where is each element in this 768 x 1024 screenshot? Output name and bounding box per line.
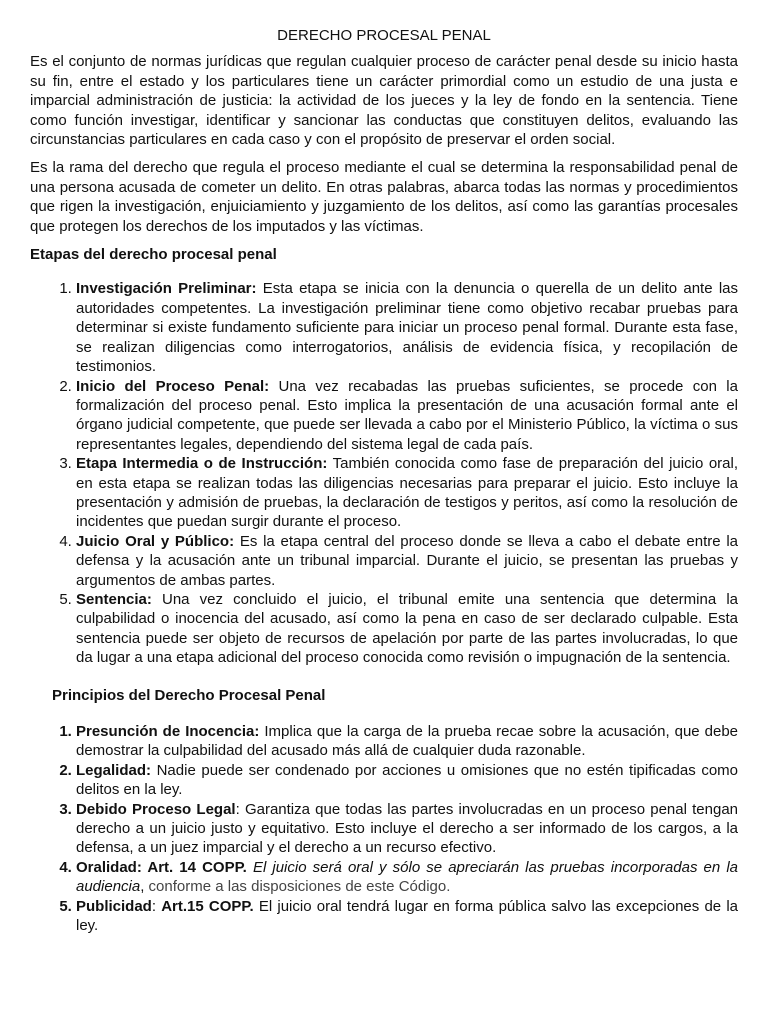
stage-term: Investigación Preliminar: (76, 280, 257, 298)
list-item (76, 761, 738, 800)
principle-article: Art.15 COPP. (161, 897, 254, 915)
principle-term: Oralidad: Art. 14 COPP. (76, 858, 247, 876)
stage-text: Una vez concluido el juicio, el tribunal emite una sentencia que determina la culpabilidad o inocencia del acusado, así como la pena en caso de ser declarado culpable. Esta sentencia puede ser objeto de recursos de apelación por parte de las partes involucradas, lo que da lugar a una etapa adicional del proceso conocida como revisión o impugnación de la sentencia. (76, 590, 738, 667)
list-item (76, 800, 738, 858)
principle-text: El juicio oral tendrá lugar en forma pública salvo las excepciones de la ley. (76, 897, 738, 935)
document-title: DERECHO PROCESAL PENAL (277, 27, 491, 44)
principle-separator: : (151, 897, 162, 915)
list-item (76, 722, 738, 761)
stage-text: Es la etapa central del proceso donde se lleva a cabo el debate entre la defensa y la acusación ante un tribunal imparcial. Durante el juicio, se presentan las pruebas y argumentos de ambas partes. (76, 532, 738, 589)
principle-term: Publicidad (76, 897, 152, 915)
intro-paragraph-2: Es la rama del derecho que regula el proceso mediante el cual se determina la responsabilidad penal de una persona acusada de cometer un delito. En otras palabras, abarca todas las normas y procedimientos que rigen la investigación, enjuiciamiento y juzgamiento de los delitos, así como las garantías procesales que protegen los derechos de los imputados y las víctimas. (30, 159, 738, 235)
stage-text: Esta etapa se inicia con la denuncia o querella de un delito ante las autoridades competentes. La investigación preliminar tiene como objetivo recabar pruebas para determinar si existe fundamento suficiente para iniciar un proceso penal formal. Durante esta fase, se realizan diligencias como interrogatorios, análisis de evidencia física, y recopilación de testimonios. (76, 280, 738, 376)
stage-term: Etapa Intermedia o de Instrucción: (76, 455, 328, 473)
principles-heading: Principios del Derecho Procesal Penal (52, 686, 326, 704)
intro-paragraph-1: Es el conjunto de normas jurídicas que regulan cualquier proceso de carácter penal desde su inicio hasta su fin, entre el estado y los particulares tiene un carácter primordial como un estudio de una justa e imparcial administración de justicia: la actividad de los jueces y la ley de fondo en la sentencia. Tiene como función investigar, identificar y sancionar las conductas que constituyen delitos, evaluando las circunstancias particulares en cada caso y con el propósito de preservar el orden social. (30, 53, 738, 149)
principle-text: Nadie puede ser condenado por acciones u omisiones que no estén tipificadas como delitos en la ley. (76, 761, 738, 799)
list-item (76, 590, 738, 668)
stages-heading: Etapas del derecho procesal penal (30, 246, 277, 264)
stage-text: También conocida como fase de preparación del juicio oral, en esta etapa se realizan todas las diligencias necesarias para preparar el juicio. Esto incluye la presentación y admisión de pruebas, la declaración de testigos y peritos, así como la resolución de incidentes que puedan surgir durante el proceso. (76, 455, 738, 531)
list-item (76, 897, 738, 936)
principle-term: Presunción de Inocencia: (76, 723, 260, 740)
principle-text: : Garantiza que todas las partes involucradas en un proceso penal tengan derecho a un juicio justo y equitativo. Esto incluye el derecho a ser informado de los cargos, a la defensa, a un juez imparcial y el derecho a un recurso efectivo. (76, 800, 738, 857)
principle-term: Debido Proceso Legal (76, 800, 236, 818)
principles-list (30, 722, 738, 935)
stage-term: Juicio Oral y Público: (76, 532, 235, 550)
stage-term: Sentencia: (76, 590, 152, 608)
principle-text: Implica que la carga de la prueba recae sobre la acusación, que debe demostrar la culpabilidad del acusado más allá de cualquier duda razonable. (76, 723, 739, 760)
principle-quote: El juicio será oral y sólo se apreciarán las pruebas incorporadas en la audiencia (76, 858, 739, 896)
list-item (76, 377, 738, 455)
list-item (76, 454, 738, 532)
list-item (76, 279, 738, 376)
stage-term: Inicio del Proceso Penal: (76, 377, 270, 395)
principle-text: conforme a las disposiciones de este Código. (144, 878, 451, 896)
stages-list (30, 279, 738, 667)
principle-term: Legalidad: (76, 761, 152, 779)
list-item (76, 532, 738, 590)
list-item (76, 858, 738, 897)
stage-text: Una vez recabadas las pruebas suficientes, se procede con la formalización del proceso penal. Esto implica la presentación de una acusación formal ante el órgano judicial competente, que puede ser llevada a cabo por el Ministerio Público, la víctima o sus representantes legales, dependiendo del sistema legal de cada país. (76, 377, 738, 453)
principle-comma: , (140, 878, 145, 896)
